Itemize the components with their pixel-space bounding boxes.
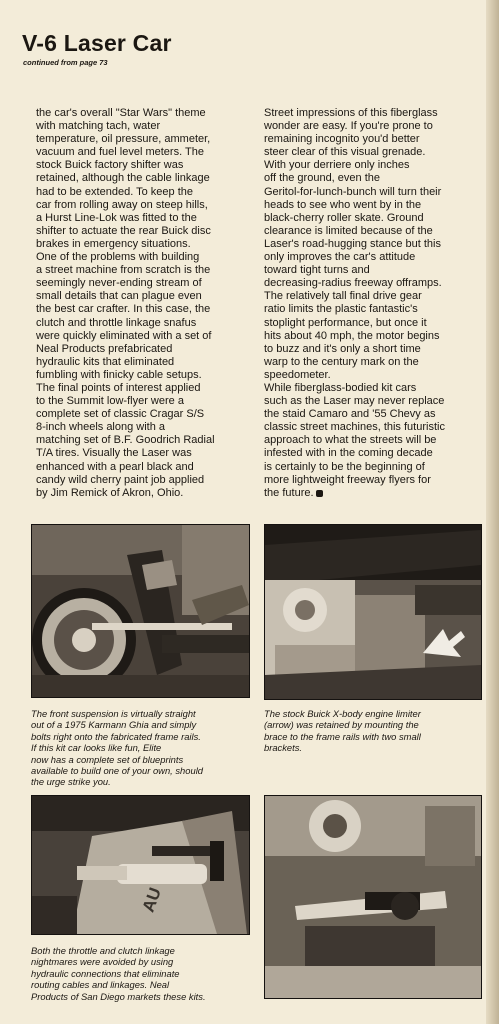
paragraph: One of the problems with building a street machine from scratch is the seemingly never-ending stream of small details that can plague even the best car crafter. In this case, the clutch and throttle linkage snafus were quickly eliminated with a set of Neal Products prefabricated hydraulic kits that eliminated fumbling with finicky cable setups. (36, 251, 212, 381)
article-title: V-6 Laser Car (22, 30, 172, 56)
paragraph: Street impressions of this fiberglass wonder are easy. If you're prone to remaining incognito you'd better steer clear of this visual grenade. With your derriere only inches off the ground, even the Geritol-for-lunch-bunch will turn their heads to see who went by in the black-cherry roller skate. Ground clearance is limited because of the Laser's road-hugging stance but this only improves the car's attitude toward tight turns and decreasing-radius freeway offramps. The relatively tall final drive gear ratio limits the plastic fantastic's stoplight performance, but once it hits about 40 mph, the motor begins to buzz and it's only a short time warp to the century mark on the speedometer. (264, 107, 442, 381)
paragraph-text: While fiberglass-bodied kit cars such as the Laser may never replace the staid Camaro and '55 Chevy as classic street machines, this futuristic approach to what the streets will be infested with in the coming decade is certainly to be the beginning of more lightweight freeway flyers for the future. (264, 381, 445, 499)
caption-linkage: Both the throttle and clutch linkage nightmares were avoided by using hydraulic connections that eliminate routing cables and linkages. Neal Products of San Diego markets these kits. (31, 945, 206, 1002)
caption-front-suspension: The front suspension is virtually straight out of a 1975 Karmann Ghia and simply bolts right onto the fabricated frame rails. If this kit car looks like fun, Elite now has a complete set of blueprints available to build one of your own, should the urge strike you. (31, 708, 203, 788)
paragraph: the car's overall "Star Wars" theme with matching tach, water temperature, oil pressure, ammeter, vacuum and fuel level meters. The stock Buick factory shifter was retained, although the cable linkage had to be extended. To keep the car from rolling away on steep hills, a Hurst Line-Lok was fitted to the shifter to actuate the rear Buick disc brakes in emergency situations. (36, 107, 211, 250)
caption-engine-limiter: The stock Buick X-body engine limiter (arrow) was retained by mounting the brace to the frame rails with two small brackets. (264, 708, 421, 754)
end-of-article-mark (316, 490, 323, 497)
page-spine-edge (486, 0, 499, 1024)
photo-front-suspension (31, 524, 250, 698)
photo-linkage-detail (264, 795, 482, 999)
left-text-column (36, 107, 252, 500)
photo-engine-limiter (264, 524, 482, 700)
cylinder-marking: AU (138, 885, 165, 915)
photo-hydraulic-linkage (31, 795, 250, 935)
right-text-column (264, 107, 480, 500)
paragraph: The final points of interest applied to the Summit low-flyer were a complete set of classic Cragar S/S 8-inch wheels along with a matching set of B.F. Goodrich Radial T/A tires. Visually the Laser was enhanced with a pearl black and candy wild cherry paint job applied by Jim Remick of Akron, Ohio. (36, 381, 215, 499)
continued-note: continued from page 73 (23, 58, 108, 67)
paragraph (264, 382, 480, 500)
